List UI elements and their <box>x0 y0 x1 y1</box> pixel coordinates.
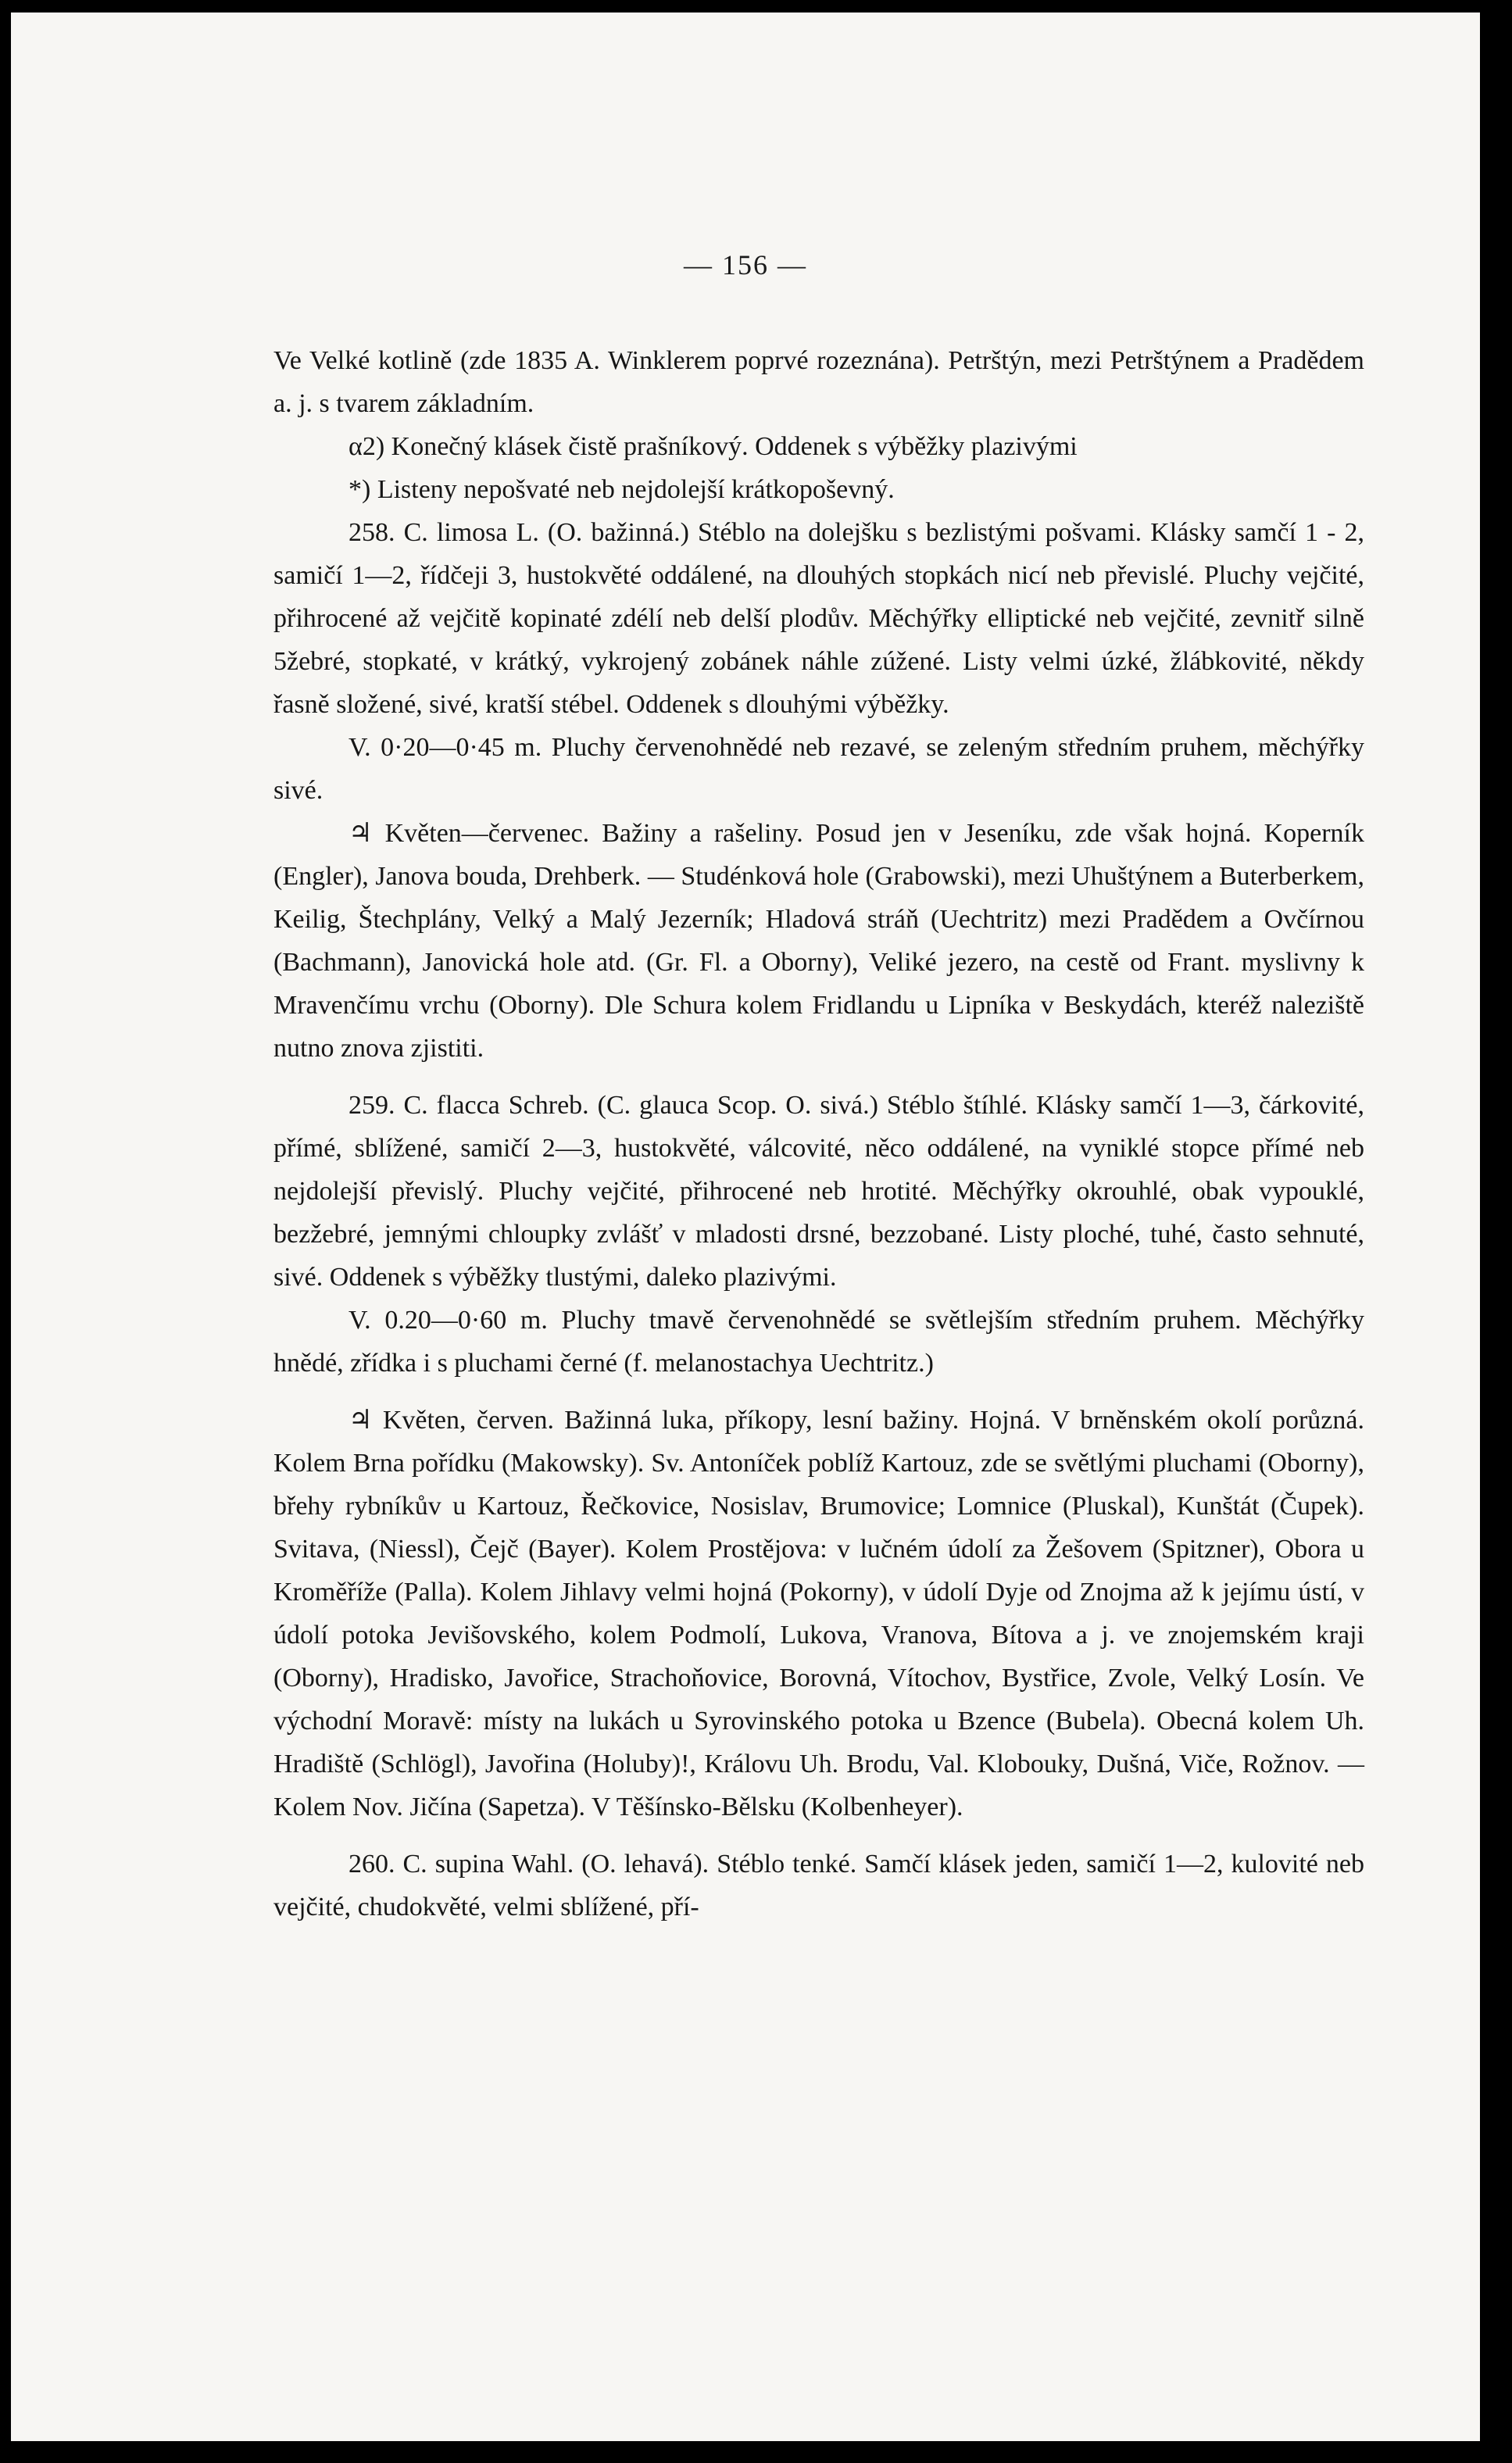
paragraph-alpha2: α2) Konečný klásek čistě prašníkový. Oddenek s výběžky plazivými <box>349 432 1078 461</box>
paragraph-258-size: V. 0·20—0·45 m. Pluchy červenohnědé neb rezavé, se zeleným středním pruhem, měchýřky sivé. <box>273 733 1364 805</box>
paragraph-259-flacca: 259. C. flacca Schreb. (C. glauca Scop. O. sivá.) Stéblo štíhlé. Klásky samčí 1—3, čárkovité, přímé, sblížené, samičí 2—3, hustokvěté, válcovité, něco oddálené, na vyniklé stopce přímé neb nejdolejší převislý. Pluchy vejčité, přihrocené neb hrotité. Měchýřky okrouhlé, obak vypouklé, bezžebré, jemnými chloupky zvlášť v mladosti drsné, bezzobané. Listy ploché, tuhé, často sehnuté, sivé. Oddenek s výběžky tlustými, daleko plazivými. <box>273 1091 1364 1292</box>
body-text <box>273 339 1364 1929</box>
paragraph-259-size: V. 0.20—0·60 m. Pluchy tmavě červenohnědé se světlejším středním pruhem. Měchýřky hnědé, zřídka i s pluchami černé (f. melanostachya Uechtritz.) <box>273 1306 1364 1378</box>
paragraph-260-supina: 260. C. supina Wahl. (O. lehavá). Stéblo tenké. Samčí klásek jeden, samičí 1—2, kulovité neb vejčité, chudokvěté, velmi sblížené, pří- <box>273 1850 1364 1921</box>
paragraph-kotlina: Ve Velké kotlině (zde 1835 A. Winklerem poprvé rozeznána). Petrštýn, mezi Petrštýnem a Pradědem a. j. s tvarem základním. <box>273 346 1364 418</box>
paragraph-258-limosa: 258. C. limosa L. (O. bažinná.) Stéblo na dolejšku s bezlistými pošvami. Klásky samčí 1 - 2, samičí 1—2, řídčeji 3, hustokvěté oddálené, na dlouhých stopkách nicí neb převislé. Pluchy vejčité, přihrocené až vejčitě kopinaté zdélí neb delší plodův. Měchýřky elliptické neb vejčité, zevnitř silně 5žebré, stopkaté, v krátký, vykrojený zobánek náhle zúžené. Listy velmi úzké, žlábkovité, někdy řasně složené, sivé, kratší stébel. Oddenek s dlouhými výběžky. <box>273 518 1364 719</box>
paragraph-258-locality: ♃ Květen—červenec. Bažiny a rašeliny. Posud jen v Jeseníku, zde však hojná. Koperník (Engler), Janova bouda, Drehberk. — Studénková hole (Grabowski), mezi Uhuštýnem a Buterberkem, Keilig, Štechplány, Velký a Malý Jezerník; Hladová stráň (Uechtritz) mezi Pradědem a Ovčírnou (Bachmann), Janovická hole atd. (Gr. Fl. a Oborny), Veliké jezero, na cestě od Frant. myslivny k Mravenčímu vrchu (Oborny). Dle Schura kolem Fridlandu u Lipníka v Beskydách, kteréž naleziště nutno znova zjistiti. <box>273 819 1364 1063</box>
paragraph-listeny: *) Listeny nepošvaté neb nejdolejší krátkopoševný. <box>349 475 895 504</box>
scanned-page <box>11 13 1480 2441</box>
page-number: — 156 — <box>684 249 807 281</box>
paragraph-259-locality: ♃ Květen, červen. Bažinná luka, příkopy, lesní bažiny. Hojná. V brněnském okolí porůzná. Kolem Brna pořídku (Makowsky). Sv. Antoníček poblíž Kartouz, zde se světlými pluchami (Oborny), břehy rybníkův u Kartouz, Řečkovice, Nosislav, Brumovice; Lomnice (Pluskal), Kunštát (Čupek). Svitava, (Niessl), Čejč (Bayer). Kolem Prostějova: v lučném údolí za Žešovem (Spitzner), Obora u Kroměříže (Palla). Kolem Jihlavy velmi hojná (Pokorny), v údolí Dyje od Znojma až k jejímu ústí, v údolí potoka Jevišovského, kolem Podmolí, Lukova, Vranova, Bítova a j. ve znojemském kraji (Oborny), Hradisko, Javořice, Strachoňovice, Borovná, Vítochov, Bystřice, Zvole, Velký Losín. Ve východní Moravě: místy na lukách u Syrovinského potoka u Bzence (Bubela). Obecná kolem Uh. Hradiště (Schlögl), Javořina (Holuby)!, Královu Uh. Brodu, Val. Klobouky, Dušná, Viče, Rožnov. — Kolem Nov. Jičína (Sapetza). V Těšínsko-Bělsku (Kolbenheyer). <box>273 1406 1364 1821</box>
